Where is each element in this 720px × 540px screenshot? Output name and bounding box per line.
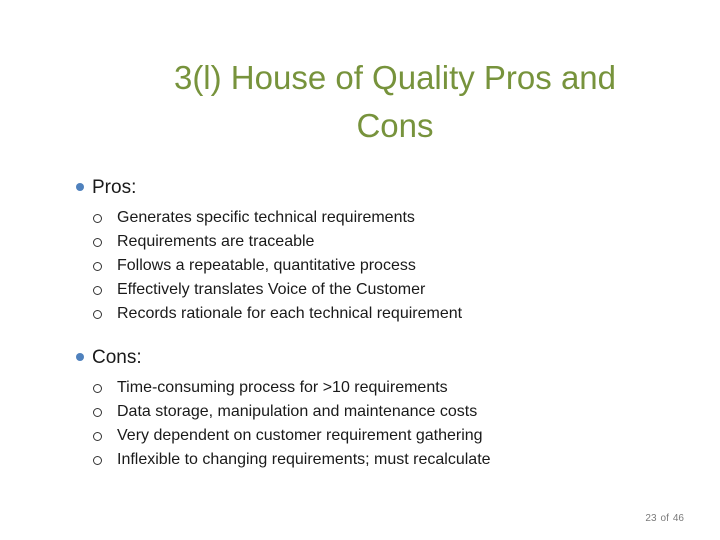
page-of-label: of [660, 513, 669, 524]
cons-list [76, 376, 491, 472]
list-item-text: Very dependent on customer requirement gathering [117, 427, 483, 444]
pros-heading-label: Pros: [92, 177, 137, 198]
list-item-text: Time-consuming process for >10 requirements [117, 379, 448, 396]
current-page: 23 [645, 513, 657, 524]
list-item [93, 448, 491, 472]
list-item [93, 206, 462, 230]
circle-bullet-icon [93, 286, 102, 295]
total-pages: 46 [672, 513, 684, 524]
list-item-text: Inflexible to changing requirements; must recalculate [117, 451, 491, 468]
circle-bullet-icon [93, 262, 102, 271]
list-item-text: Effectively translates Voice of the Customer [117, 281, 426, 298]
list-item [93, 302, 462, 326]
circle-bullet-icon [93, 456, 102, 465]
cons-heading-label: Cons: [92, 347, 142, 368]
list-item-text: Records rationale for each technical requirement [117, 305, 463, 322]
list-item [93, 254, 462, 278]
list-item [93, 424, 491, 448]
circle-bullet-icon [93, 214, 102, 223]
bullet-dot-icon [76, 183, 84, 191]
list-item-text: Requirements are traceable [117, 233, 315, 250]
slide-title-line-2: Cons [356, 107, 434, 144]
cons-heading [76, 345, 491, 371]
list-item [93, 400, 491, 424]
page-number [643, 513, 686, 524]
slide-title-line-1: 3(l) House of Quality Pros and [173, 59, 617, 96]
pros-list [76, 206, 462, 326]
list-item [93, 376, 491, 400]
circle-bullet-icon [93, 384, 102, 393]
cons-section [76, 345, 491, 472]
circle-bullet-icon [93, 238, 102, 247]
list-item [93, 278, 462, 302]
circle-bullet-icon [93, 310, 102, 319]
list-item-text: Generates specific technical requirements [117, 209, 415, 226]
bullet-dot-icon [76, 353, 84, 361]
list-item [93, 230, 462, 254]
circle-bullet-icon [93, 432, 102, 441]
pros-section [76, 175, 462, 326]
slide-title [130, 54, 660, 150]
list-item-text: Data storage, manipulation and maintenance costs [117, 403, 478, 420]
pros-heading [76, 175, 462, 201]
list-item-text: Follows a repeatable, quantitative process [117, 257, 416, 274]
circle-bullet-icon [93, 408, 102, 417]
